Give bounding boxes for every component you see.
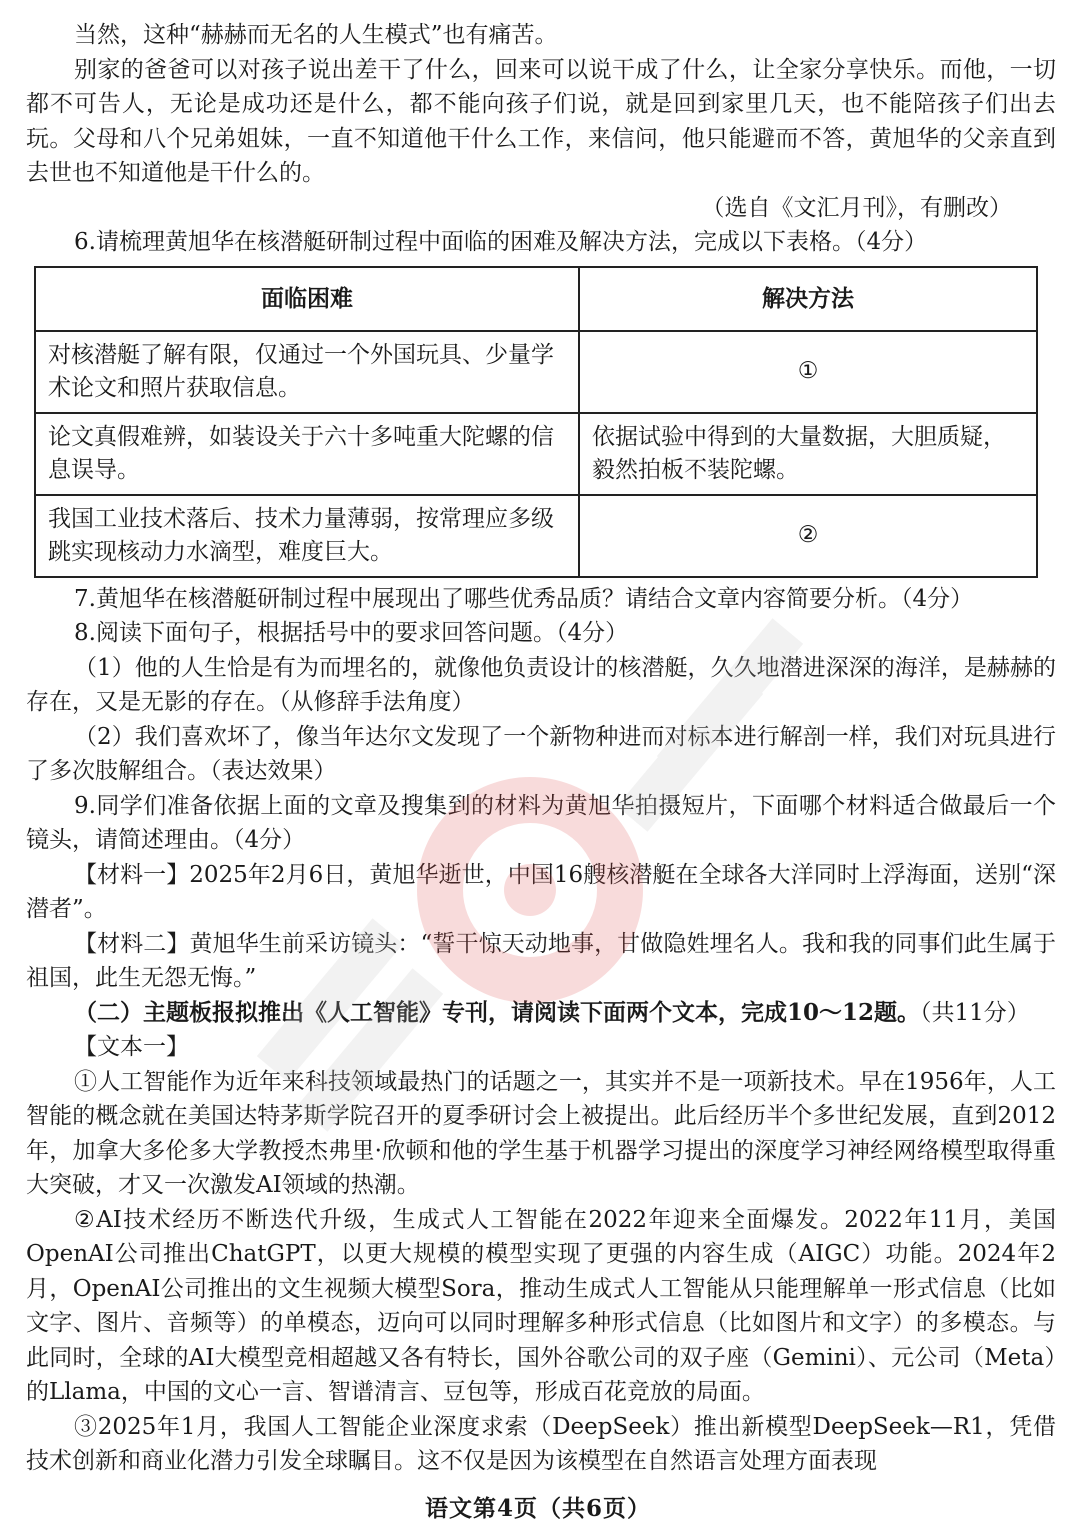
material-2: 【材料二】黄旭华生前采访镜头：“誓干惊天动地事，甘做隐姓埋名人。我和我的同事们此生属于祖国，此生无怨无悔。” bbox=[26, 930, 1056, 991]
solution-cell: 依据试验中得到的大量数据，大胆质疑，毅然拍板不装陀螺。 bbox=[579, 413, 1037, 495]
table-row bbox=[35, 331, 1037, 413]
header-difficulty: 面临困难 bbox=[35, 267, 579, 331]
section-2-score: （共11分） bbox=[920, 999, 1030, 1026]
question-6: 6.请梳理黄旭华在核潜艇研制过程中面临的困难及解决方法，完成以下表格。（4分） bbox=[74, 229, 928, 255]
question-8: 8.阅读下面句子，根据括号中的要求回答问题。（4分） bbox=[74, 620, 629, 646]
section-2-title: （二）主题板报拟推出《人工智能》专刊，请阅读下面两个文本，完成10～12题。 bbox=[74, 998, 921, 1026]
question-8-sentence-1: （1）他的人生恰是有为而埋名的，就像他负责设计的核潜艇，久久地潜进深深的海洋，是赫赫的存在，又是无影的存在。（从修辞手法角度） bbox=[26, 654, 1056, 715]
solution-blank-1: ① bbox=[579, 331, 1037, 413]
question-8-sentence-2: （2）我们喜欢坏了，像当年达尔文发现了一个新物种进而对标本进行解剖一样，我们对玩具进行了多次肢解组合。（表达效果） bbox=[26, 723, 1056, 784]
table-row bbox=[35, 495, 1037, 577]
question-9: 9.同学们准备依据上面的文章及搜集到的材料为黄旭华拍摄短片，下面哪个材料适合做最后一个镜头，请简述理由。（4分） bbox=[26, 792, 1056, 853]
material-1: 【材料一】2025年2月6日，黄旭华逝世，中国16艘核潜艇在全球各大洋同时上浮海面，送别“深潜者”。 bbox=[26, 861, 1056, 922]
header-solution: 解决方法 bbox=[579, 267, 1037, 331]
text-1-paragraph-3: ③2025年1月，我国人工智能企业深度求索（DeepSeek）推出新模型DeepSeek—R1，凭借技术创新和商业化潜力引发全球瞩目。这不仅是因为该模型在自然语言处理方面表现 bbox=[26, 1413, 1056, 1474]
difficulty-cell: 我国工业技术落后、技术力量薄弱，按常理应多级跳实现核动力水滴型，难度巨大。 bbox=[35, 495, 579, 577]
passage-paragraph: 别家的爸爸可以对孩子说出差干了什么，回来可以说干成了什么，让全家分享快乐。而他，一切都不可告人，无论是成功还是什么，都不能向孩子们说，就是回到家里几天，也不能陪孩子们出去玩。父母和八个兄弟姐妹，一直不知道他干什么工作，来信问，他只能避而不答，黄旭华的父亲直到去世也不知道他是干什么的。 bbox=[26, 56, 1056, 186]
question-7: 7.黄旭华在核潜艇研制过程中展现出了哪些优秀品质？请结合文章内容简要分析。（4分） bbox=[74, 585, 974, 612]
exam-page bbox=[26, 18, 1056, 1479]
difficulty-cell: 对核潜艇了解有限，仅通过一个外国玩具、少量学术论文和照片获取信息。 bbox=[35, 331, 579, 413]
source-note: （选自《文汇月刊》，有删改） bbox=[701, 194, 1012, 221]
page-footer: 语文第4页（共6页） bbox=[424, 1495, 651, 1522]
solution-blank-2: ② bbox=[579, 495, 1037, 577]
table-header-row bbox=[35, 267, 1037, 331]
difficulty-cell: 论文真假难辨，如装设关于六十多吨重大陀螺的信息误导。 bbox=[35, 413, 579, 495]
difficulty-solution-table bbox=[34, 266, 1038, 578]
passage-line-1: 当然，这种“赫赫而无名的人生模式”也有痛苦。 bbox=[74, 22, 558, 48]
text-1-paragraph-2: ②AI技术经历不断迭代升级，生成式人工智能在2022年迎来全面爆发。2022年11月，美国OpenAI公司推出ChatGPT，以更大规模的模型实现了更强的内容生成（AIGC）功能。2024年2月，OpenAI公司推出的文生视频大模型Sora，推动生成式人工智能从只能理解单一形式信息（比如文字、图片、音频等）的单模态，迈向可以同时理解多种形式信息（比如图片和文字）的多模态。与此同时，全球的AI大模型竞相超越又各有特长，国外谷歌公司的双子座（Gemini）、元公司（Meta）的Llama，中国的文心一言、智谱清言、豆包等，形成百花竞放的局面。 bbox=[26, 1206, 1056, 1405]
text-1-paragraph-1: ①人工智能作为近年来科技领域最热门的话题之一，其实并不是一项新技术。早在1956年，人工智能的概念就在美国达特茅斯学院召开的夏季研讨会上被提出。此后经历半个多世纪发展，直到2012年，加拿大多伦多大学教授杰弗里·欣顿和他的学生基于机器学习提出的深度学习神经网络模型取得重大突破，才又一次激发AI领域的热潮。 bbox=[26, 1068, 1056, 1198]
section-2-heading bbox=[26, 996, 1056, 1031]
text-1-label: 【文本一】 bbox=[74, 1034, 189, 1060]
table-row bbox=[35, 413, 1037, 495]
